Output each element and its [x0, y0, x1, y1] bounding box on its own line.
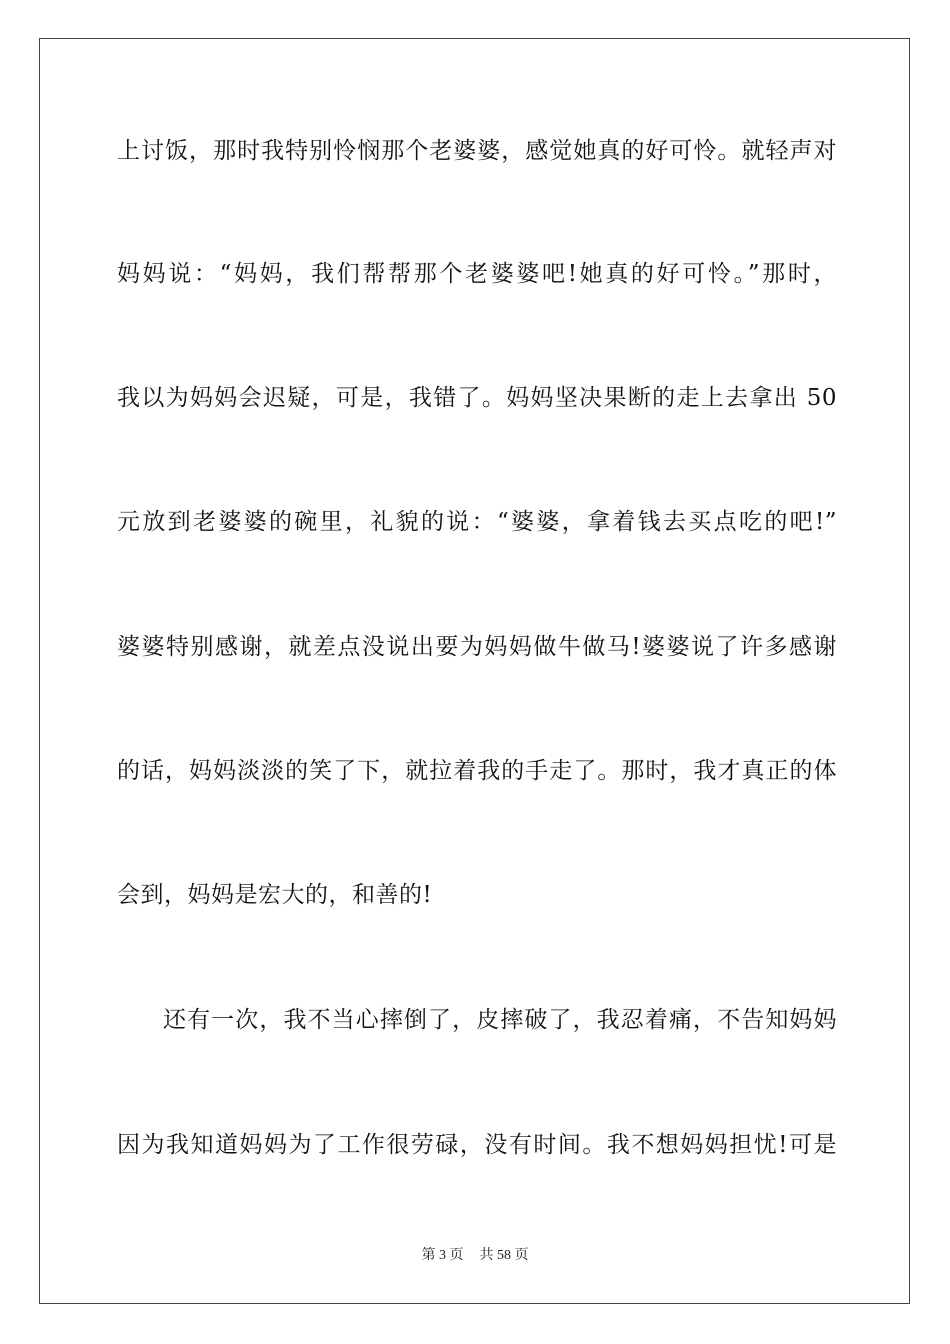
text-line-4: 元放到老婆婆的碗里，礼貌的说：“婆婆，拿着钱去买点吃的吧!”: [117, 509, 837, 535]
text-line-7: 会到，妈妈是宏大的，和善的!: [117, 882, 433, 908]
text-line-9: 因为我知道妈妈为了工作很劳碌，没有时间。我不想妈妈担忧!可是: [117, 1132, 837, 1158]
text-line-2: 妈妈说：“妈妈，我们帮帮那个老婆婆吧!她真的好可怜。”那时，: [117, 261, 837, 287]
text-line-1: 上讨饭，那时我特别怜悯那个老婆婆，感觉她真的好可怜。就轻声对: [117, 138, 837, 164]
page-total: 共 58 页: [479, 1248, 529, 1263]
text-line-6: 的话，妈妈淡淡的笑了下，就拉着我的手走了。那时，我才真正的体: [117, 758, 837, 784]
page-number: 第 3 页: [421, 1248, 464, 1263]
page-footer: [0, 1247, 950, 1265]
page-border: [39, 38, 910, 1304]
text-line-8-paragraph-start: 还有一次，我不当心摔倒了，皮摔破了，我忍着痛，不告知妈妈: [163, 1007, 837, 1033]
text-line-3: 我以为妈妈会迟疑，可是，我错了。妈妈坚决果断的走上去拿出 50: [117, 385, 837, 411]
text-line-5: 婆婆特别感谢，就差点没说出要为妈妈做牛做马!婆婆说了许多感谢: [117, 634, 837, 660]
